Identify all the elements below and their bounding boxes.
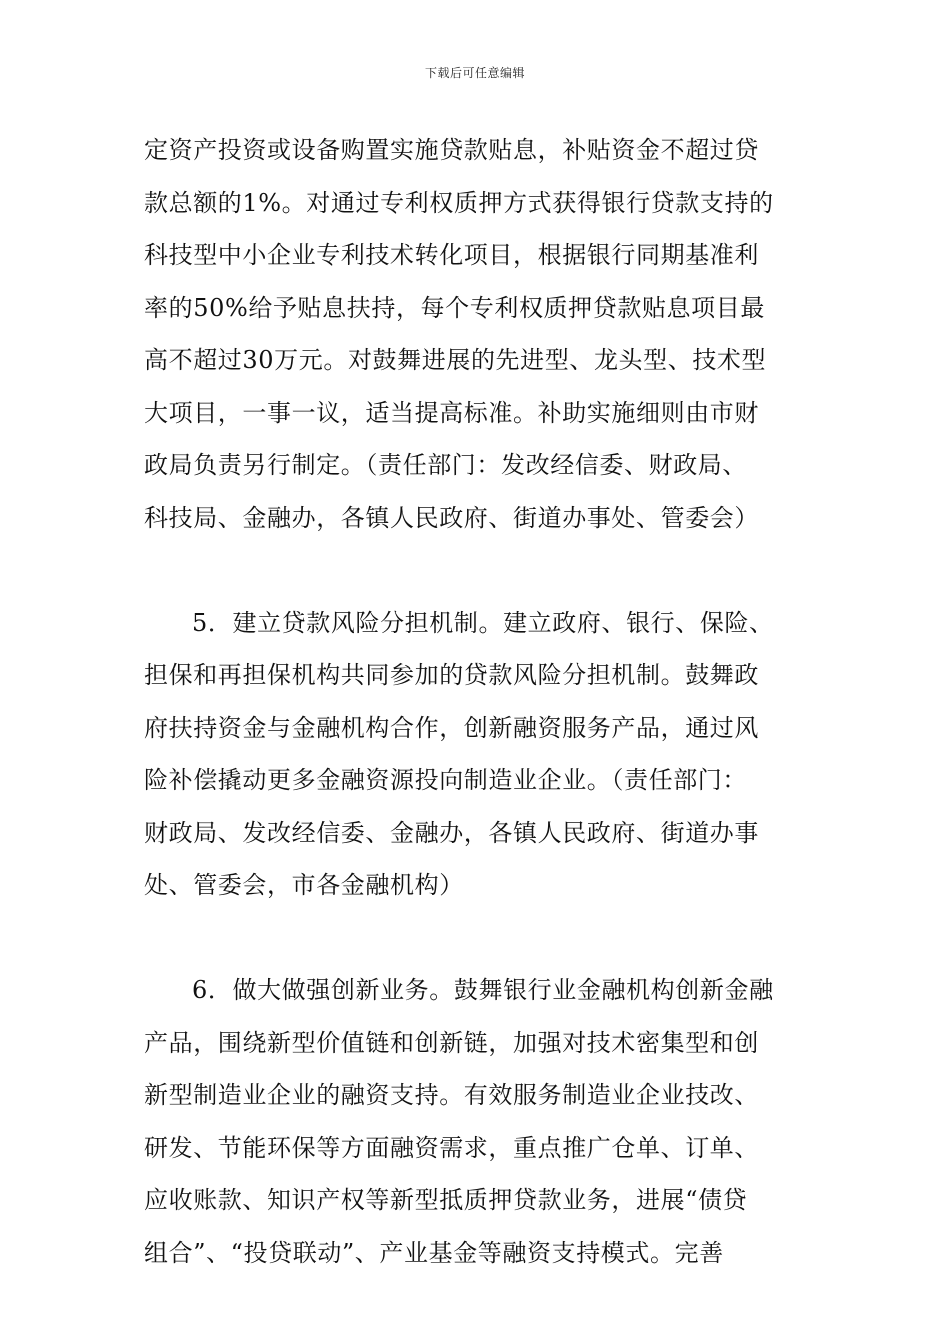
paragraph-spacer	[144, 912, 808, 965]
text-line: 财政局、发改经信委、金融办，各镇人民政府、街道办事	[144, 818, 759, 847]
paragraph-3	[144, 964, 808, 1279]
text-line: 科技型中小企业专利技术转化项目，根据银行同期基准利	[144, 241, 759, 269]
paragraph-1	[144, 124, 808, 544]
text-line: 研发、节能环保等方面融资需求，重点推广仓单、订单、	[144, 1133, 759, 1162]
text-line: 5．建立贷款风险分担机制。建立政府、银行、保险、	[192, 608, 774, 637]
text-line: 6．做大做强创新业务。鼓舞银行业金融机构创新金融	[192, 976, 774, 1004]
text-line: 组合”、“投贷联动”、产业基金等融资支持模式。完善	[144, 1238, 724, 1267]
text-line: 高不超过30万元。对鼓舞进展的先进型、龙头型、技术型	[144, 346, 767, 374]
text-line: 率的50%给予贴息扶持，每个专利权质押贷款贴息项目最	[144, 293, 765, 322]
text-line: 产品，围绕新型价值链和创新链，加强对技术密集型和创	[144, 1028, 759, 1057]
document-body	[144, 124, 808, 1279]
paragraph-spacer	[144, 544, 808, 597]
text-line: 应收账款、知识产权等新型抵质押贷款业务，进展“债贷	[144, 1186, 748, 1214]
text-line: 科技局、金融办，各镇人民政府、街道办事处、管委会）	[144, 503, 759, 532]
paragraph-2	[144, 597, 808, 912]
text-line: 定资产投资或设备购置实施贷款贴息，补贴资金不超过贷	[144, 136, 759, 164]
text-line: 处、管委会，市各金融机构）	[144, 871, 464, 899]
text-line: 新型制造业企业的融资支持。有效服务制造业企业技改、	[144, 1081, 759, 1109]
text-line: 险补偿撬动更多金融资源投向制造业企业。（责任部门：	[144, 766, 747, 794]
text-line: 政局负责另行制定。（责任部门：发改经信委、财政局、	[144, 451, 747, 479]
text-line: 府扶持资金与金融机构合作，创新融资服务产品，通过风	[144, 713, 759, 742]
text-line: 大项目，一事一议，适当提高标准。补助实施细则由市财	[144, 398, 759, 427]
text-line: 担保和再担保机构共同参加的贷款风险分担机制。鼓舞政	[144, 661, 759, 689]
text-line: 款总额的1%。对通过专利权质押方式获得银行贷款支持的	[144, 188, 774, 217]
page-header: 下载后可任意编辑	[424, 66, 525, 80]
